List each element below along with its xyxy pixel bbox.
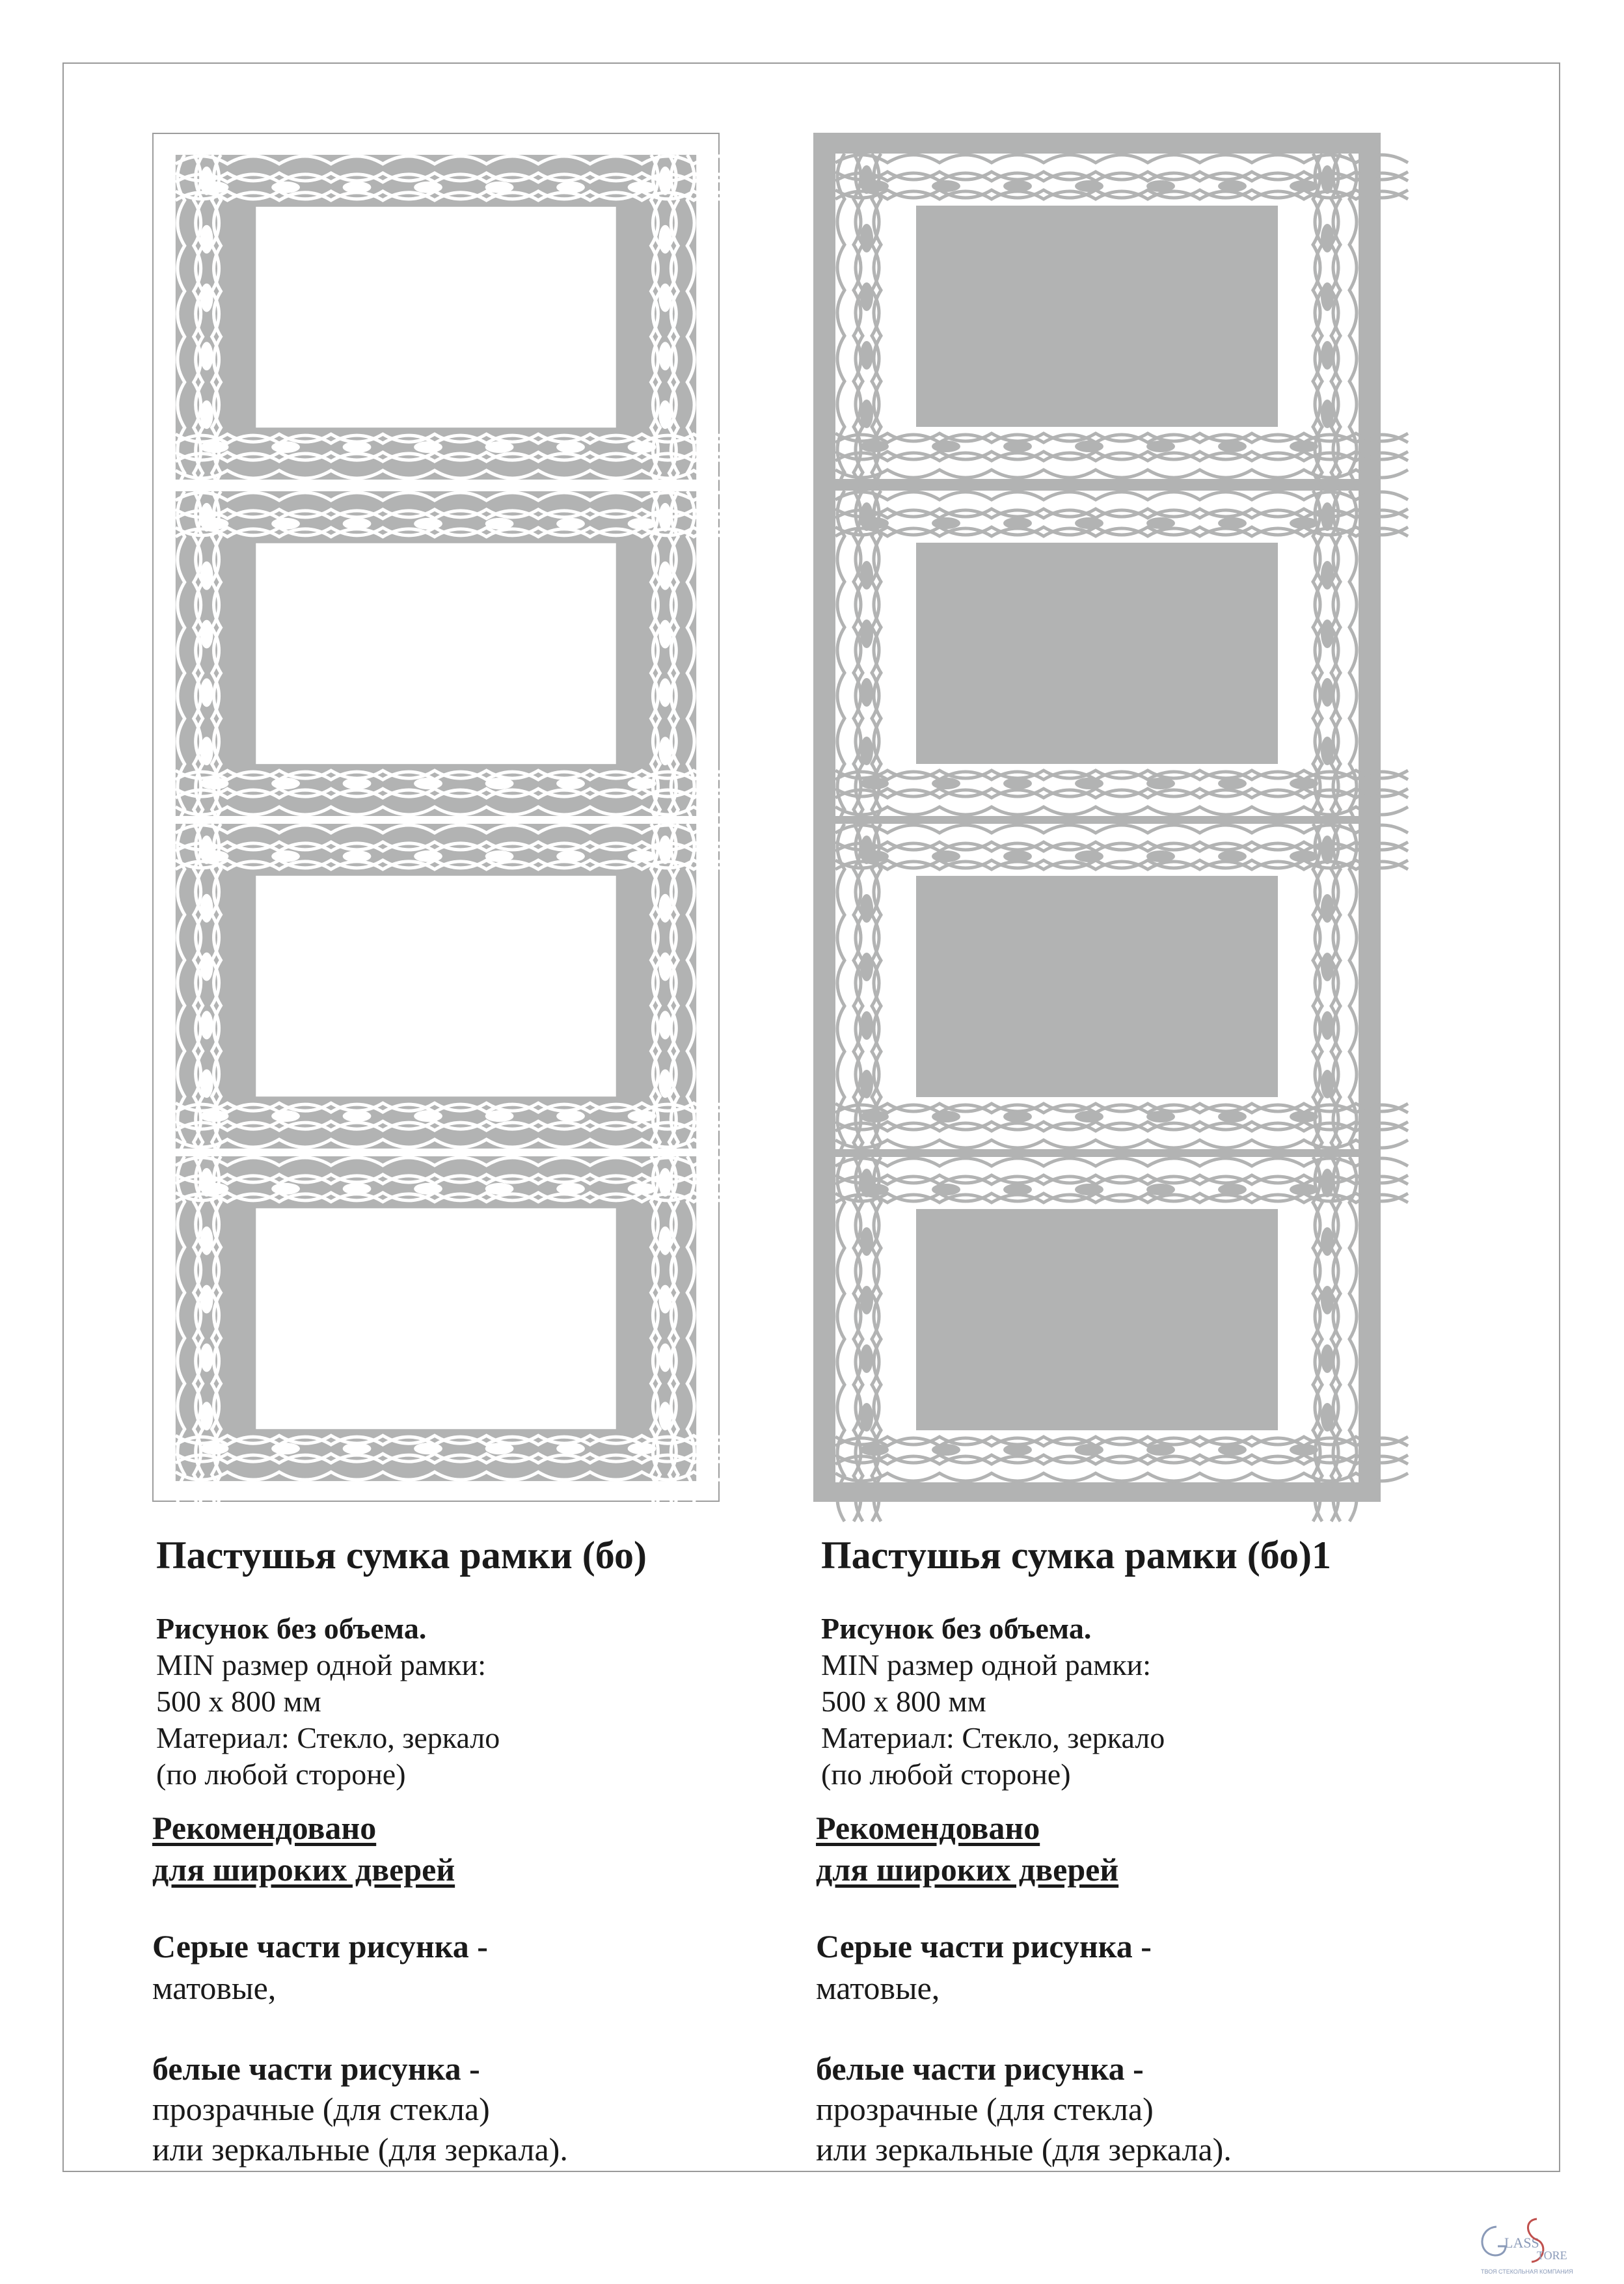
size-label-left: MIN размер одной рамки:: [156, 1648, 486, 1681]
ornament-frame: [835, 824, 1408, 1188]
size-value-left: 500 х 800 мм: [156, 1685, 321, 1718]
ornament-frame: [176, 491, 746, 855]
recommend-line1-left: Рекомендовано: [152, 1810, 377, 1846]
ornament-frames-right: [813, 133, 1381, 1502]
white-parts-value1-left: прозрачные (для стекла): [152, 2091, 490, 2127]
design-preview-left: [152, 133, 720, 1502]
recommend-line2-left: для широких дверей: [152, 1851, 455, 1888]
white-parts-value1-right: прозрачные (для стекла): [816, 2091, 1154, 2127]
gray-parts-value-left: матовые,: [152, 1970, 277, 2006]
design-title-left: Пастушья сумка рамки (бо): [156, 1534, 647, 1577]
white-parts-value2-left: или зеркальные (для зеркала).: [152, 2131, 568, 2168]
design-preview-right: [813, 133, 1381, 1502]
ornament-frame: [176, 1156, 746, 1520]
material-left: Материал: Стекло, зеркало: [156, 1721, 500, 1754]
recommend-line2-right: для широких дверей: [816, 1851, 1119, 1888]
ornament-frame: [835, 154, 1408, 518]
glassstore-logo: [1472, 2214, 1573, 2279]
material-note-left: (по любой стороне): [156, 1758, 406, 1791]
ornament-frame: [835, 1157, 1408, 1521]
size-label-right: MIN размер одной рамки:: [821, 1648, 1151, 1681]
white-parts-heading-left: белые части рисунка -: [152, 2050, 480, 2087]
ornament-frame: [176, 824, 746, 1188]
gray-parts-value-right: матовые,: [816, 1970, 940, 2006]
subtitle-right: Рисунок без объема.: [821, 1612, 1092, 1645]
size-value-right: 500 х 800 мм: [821, 1685, 986, 1718]
recommend-line1-right: Рекомендовано: [816, 1810, 1040, 1846]
ornament-frame: [176, 155, 746, 519]
svg-text:LASS: LASS: [1504, 2235, 1539, 2251]
gray-parts-heading-left: Серые части рисунка -: [152, 1928, 488, 1965]
design-title-right: Пастушья сумка рамки (бо)1: [821, 1534, 1331, 1577]
white-parts-heading-right: белые части рисунка -: [816, 2050, 1144, 2087]
material-right: Материал: Стекло, зеркало: [821, 1721, 1165, 1754]
white-parts-value2-right: или зеркальные (для зеркала).: [816, 2131, 1232, 2168]
gray-parts-heading-right: Серые части рисунка -: [816, 1928, 1152, 1965]
svg-text:ТВОЯ СТЕКОЛЬНАЯ КОМПАНИЯ: ТВОЯ СТЕКОЛЬНАЯ КОМПАНИЯ: [1481, 2268, 1573, 2275]
ornament-frames-left: [154, 134, 718, 1501]
subtitle-left: Рисунок без объема.: [156, 1612, 427, 1645]
svg-text:TORE: TORE: [1537, 2249, 1567, 2262]
material-note-right: (по любой стороне): [821, 1758, 1071, 1791]
ornament-frame: [835, 491, 1408, 855]
